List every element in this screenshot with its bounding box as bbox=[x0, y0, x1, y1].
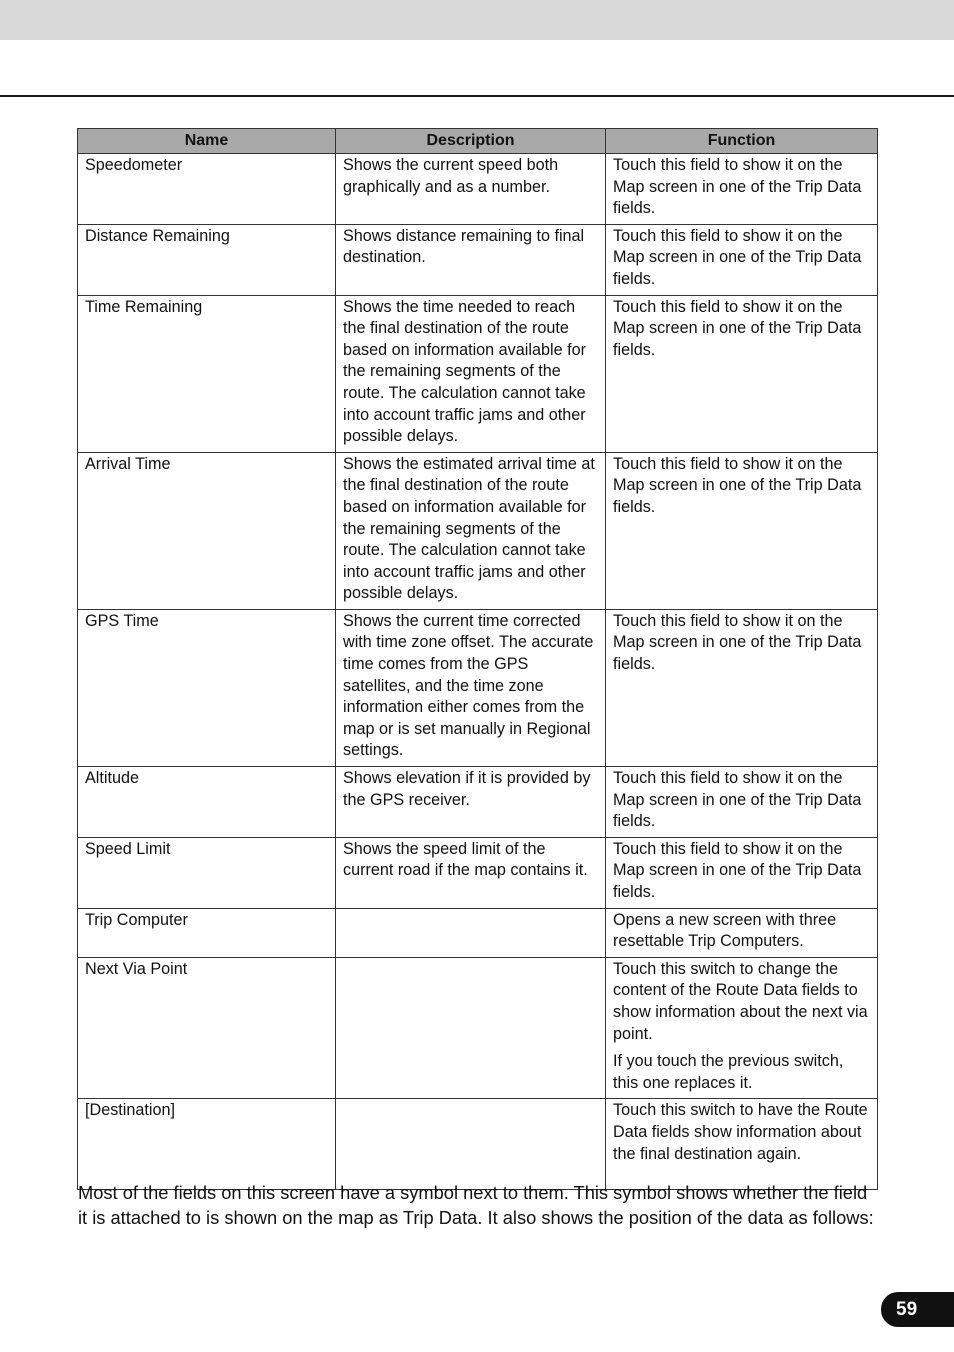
cell-name: Arrival Time bbox=[78, 452, 336, 609]
cell-function bbox=[606, 908, 878, 957]
cell-description: Shows the current time corrected with time zone offset. The accurate time comes from the GPS satellites, and the time zone information either comes from the map or is set manually in Regional settings. bbox=[336, 609, 606, 766]
cell-description: Shows the speed limit of the current road if the map contains it. bbox=[336, 837, 606, 908]
function-paragraph: Touch this field to show it on the Map screen in one of the Trip Data fields. bbox=[613, 839, 862, 901]
table-row bbox=[78, 908, 878, 957]
footer-paragraph: Most of the fields on this screen have a symbol next to them. This symbol shows whether the field it is attached to is shown on the map as Trip Data. It also shows the position of the data as follows: bbox=[78, 1182, 874, 1228]
reference-table bbox=[77, 128, 878, 1190]
cell-name: Speed Limit bbox=[78, 837, 336, 908]
page-number-tab: 59 bbox=[881, 1292, 954, 1327]
table-row bbox=[78, 154, 878, 225]
function-paragraph: Opens a new screen with three resettable Trip Computers. bbox=[613, 910, 837, 951]
table-row bbox=[78, 957, 878, 1099]
cell-description: Shows elevation if it is provided by the GPS receiver. bbox=[336, 767, 606, 838]
cell-function bbox=[606, 154, 878, 225]
function-paragraph: Touch this field to show it on the Map screen in one of the Trip Data fields. bbox=[613, 769, 862, 831]
function-paragraph: Touch this field to show it on the Map screen in one of the Trip Data fields. bbox=[613, 226, 862, 288]
table-body bbox=[78, 154, 878, 1190]
cell-function bbox=[606, 609, 878, 766]
cell-function bbox=[606, 452, 878, 609]
header-function: Function bbox=[606, 129, 878, 154]
cell-name: GPS Time bbox=[78, 609, 336, 766]
function-paragraph: Touch this switch to change the content of the Route Data fields to show information about the next via point. bbox=[613, 959, 868, 1043]
cell-description bbox=[336, 908, 606, 957]
cell-description bbox=[336, 957, 606, 1099]
cell-function bbox=[606, 837, 878, 908]
function-paragraph: Touch this field to show it on the Map screen in one of the Trip Data fields. bbox=[613, 297, 862, 359]
function-paragraph: If you touch the previous switch, this one replaces it. bbox=[613, 1052, 844, 1092]
table-row bbox=[78, 452, 878, 609]
cell-description: Shows distance remaining to final destination. bbox=[336, 224, 606, 295]
function-paragraph: Touch this switch to have the Route Data fields show information about the final destination again. bbox=[613, 1101, 868, 1163]
table-row bbox=[78, 837, 878, 908]
top-rule bbox=[0, 95, 954, 97]
table-row bbox=[78, 609, 878, 766]
cell-function bbox=[606, 957, 878, 1099]
top-band bbox=[0, 0, 954, 40]
cell-name: Altitude bbox=[78, 767, 336, 838]
table-header-row bbox=[78, 129, 878, 154]
cell-name: Next Via Point bbox=[78, 957, 336, 1099]
cell-name: Time Remaining bbox=[78, 295, 336, 452]
table-row bbox=[78, 295, 878, 452]
cell-name: [Destination] bbox=[78, 1099, 336, 1190]
table-row bbox=[78, 1099, 878, 1190]
cell-name: Trip Computer bbox=[78, 908, 336, 957]
cell-name: Speedometer bbox=[78, 154, 336, 225]
cell-function bbox=[606, 224, 878, 295]
table-row bbox=[78, 224, 878, 295]
table-row bbox=[78, 767, 878, 838]
function-paragraph: Touch this field to show it on the Map screen in one of the Trip Data fields. bbox=[613, 454, 862, 516]
cell-function bbox=[606, 295, 878, 452]
function-paragraph: Touch this field to show it on the Map screen in one of the Trip Data fields. bbox=[613, 156, 862, 218]
header-description: Description bbox=[336, 129, 606, 154]
cell-description: Shows the current speed both graphically and as a number. bbox=[336, 154, 606, 225]
cell-description bbox=[336, 1099, 606, 1190]
cell-name: Distance Remaining bbox=[78, 224, 336, 295]
cell-description: Shows the estimated arrival time at the final destination of the route based on information available for the remaining segments of the route. The calculation cannot take into account traffic jams and other possible delays. bbox=[336, 452, 606, 609]
cell-function bbox=[606, 767, 878, 838]
function-paragraph: Touch this field to show it on the Map screen in one of the Trip Data fields. bbox=[613, 611, 862, 674]
cell-function bbox=[606, 1099, 878, 1190]
header-name: Name bbox=[78, 129, 336, 154]
cell-description: Shows the time needed to reach the final destination of the route based on information available for the remaining segments of the route. The calculation cannot take into account traffic jams and other possible delays. bbox=[336, 295, 606, 452]
